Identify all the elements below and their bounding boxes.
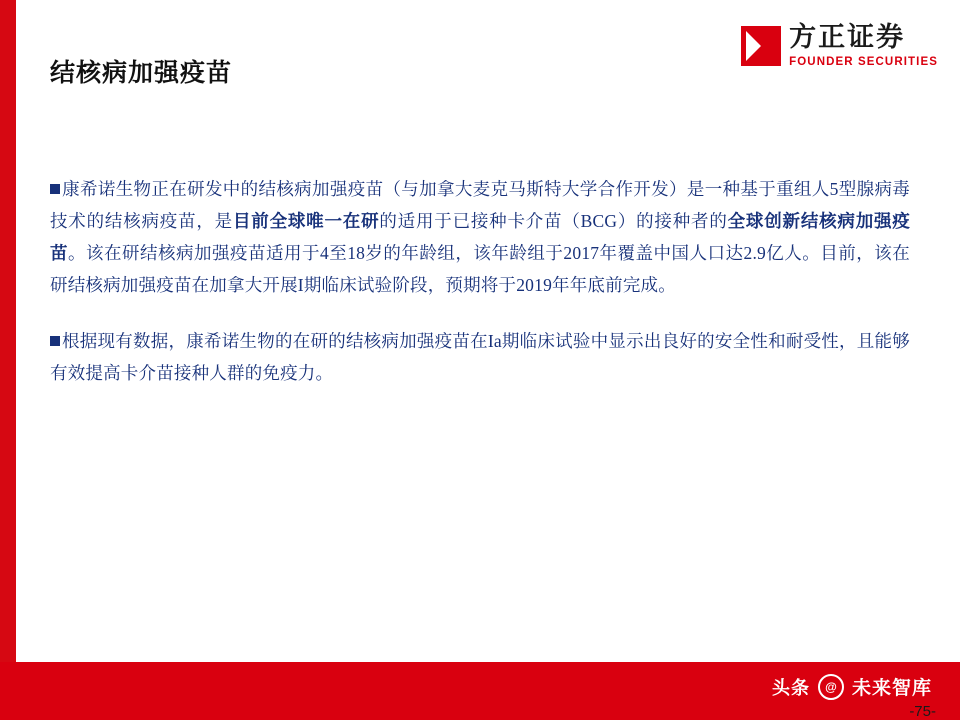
bottom-accent-bar — [0, 662, 960, 720]
bullet-square-icon — [50, 336, 60, 346]
brand-logo — [741, 24, 938, 69]
bullet-square-icon — [50, 184, 60, 194]
paragraph-1-run-5: 。该在研结核病加强疫苗适用于4至18岁的年龄组，该年龄组于2017年覆盖中国人口达2.9亿人。目前，该在研结核病加强疫苗在加拿大开展I期临床试验阶段，预期将于2019年年底前完成。 — [50, 242, 910, 295]
paragraph-1-run-1: 康希诺生物正在研发中的结核病加强疫苗（与加拿大麦克马斯特大学合作开发）是一种基于重组人5型腺病毒技术的结核病疫苗，是 — [50, 178, 910, 231]
paragraph-1-run-3: 的适用于已接种卡介苗（BCG）的接种者的 — [379, 210, 728, 231]
content-body — [50, 155, 910, 406]
watermark — [772, 673, 932, 700]
page-number: -75- — [909, 703, 936, 720]
watermark-account: 未来智库 — [851, 678, 932, 699]
paragraph-1 — [50, 173, 910, 301]
founder-triangle-icon — [741, 26, 781, 66]
watermark-platform: 头条 — [771, 677, 810, 698]
logo-company-cn: 方正证券 — [789, 22, 906, 52]
paragraph-2-run-1: 根据现有数据，康希诺生物的在研的结核病加强疫苗在Ia期临床试验中显示出良好的安全性和耐受性，且能够有效提高卡介苗接种人群的免疫力。 — [50, 330, 910, 383]
page-title: 结核病加强疫苗 — [50, 60, 233, 87]
paragraph-1-run-4: 全球创新结核病加强疫苗 — [50, 210, 911, 263]
at-sign-icon: @ — [818, 674, 844, 700]
logo-company-en: FOUNDER SECURITIES — [789, 56, 938, 68]
left-accent-bar — [0, 0, 16, 720]
paragraph-1-run-2: 目前全球唯一在研 — [232, 210, 380, 231]
paragraph-2 — [50, 325, 910, 389]
